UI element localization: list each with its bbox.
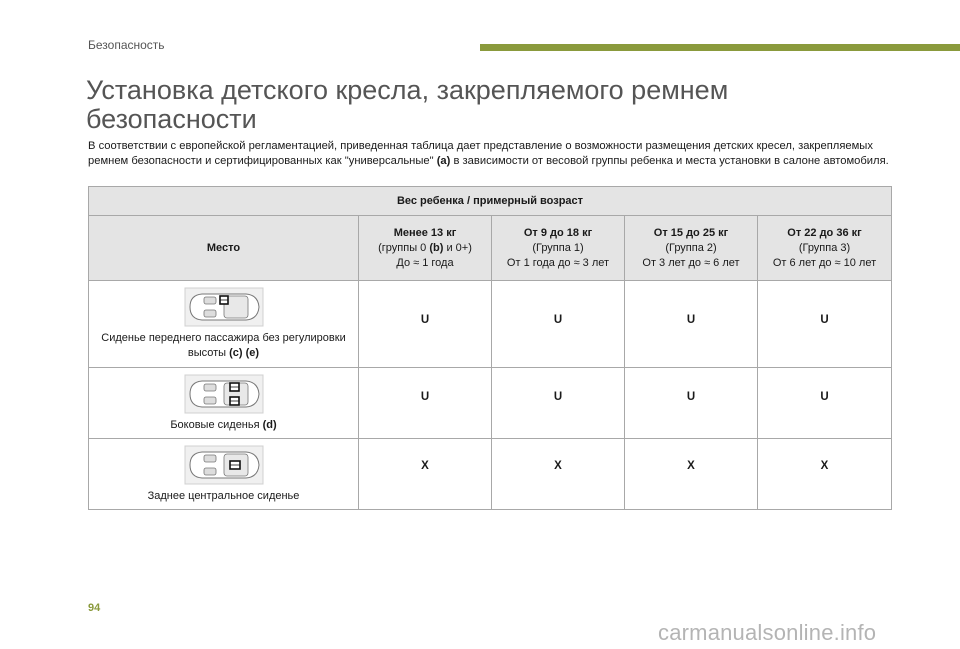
table-cell: U bbox=[492, 281, 625, 368]
group-label: (Группа 3) bbox=[798, 241, 851, 254]
group-age: От 6 лет до ≈ 10 лет bbox=[772, 256, 877, 269]
group-weight: От 22 до 36 кг bbox=[787, 226, 862, 239]
seat-cell bbox=[89, 439, 359, 510]
group-header bbox=[758, 216, 892, 281]
car-rear-center-seat-icon bbox=[184, 445, 264, 485]
table-cell: U bbox=[758, 368, 892, 439]
watermark: carmanualsonline.info bbox=[658, 620, 877, 645]
seat-label: Заднее центральное сиденье bbox=[147, 489, 300, 502]
table-header-row bbox=[89, 216, 892, 281]
seat-label: Сиденье переднего пассажира без регулировки высоты bbox=[101, 332, 346, 359]
child-seat-table bbox=[88, 186, 892, 510]
table-cell: X bbox=[758, 439, 892, 510]
header-accent-bar bbox=[480, 44, 960, 51]
page-number: 94 bbox=[88, 602, 101, 614]
table-row bbox=[89, 281, 892, 368]
table-cell: X bbox=[359, 439, 492, 510]
table-cell: X bbox=[492, 439, 625, 510]
car-front-passenger-seat-icon bbox=[184, 287, 264, 327]
group-weight: Менее 13 кг bbox=[393, 226, 457, 239]
group-weight: От 15 до 25 кг bbox=[653, 226, 729, 239]
intro-text-1: В соответствии с европейской регламентацией, приведенная таблица дает представление о возможности размещения детских кресел, закрепляемых ремнем безопасности и сертифицированных как "универсальные" bbox=[88, 140, 873, 167]
table-title-row bbox=[89, 187, 892, 216]
group-age: От 3 лет до ≈ 6 лет bbox=[642, 256, 740, 269]
group-weight: От 9 до 18 кг bbox=[523, 226, 593, 239]
group-header bbox=[359, 216, 492, 281]
car-rear-side-seats-icon bbox=[184, 374, 264, 414]
table-cell: U bbox=[625, 281, 758, 368]
seat-cell bbox=[89, 368, 359, 439]
group-age: До ≈ 1 года bbox=[396, 256, 454, 269]
table-cell: U bbox=[492, 368, 625, 439]
group-label: (Группа 1) bbox=[532, 241, 584, 254]
group-label: (группы 0 (b) и 0+) bbox=[378, 241, 472, 254]
group-header bbox=[492, 216, 625, 281]
intro-ref: (a) bbox=[436, 155, 451, 167]
table-cell: U bbox=[758, 281, 892, 368]
seat-cell bbox=[89, 281, 359, 368]
seat-refs: (c) (e) bbox=[229, 347, 260, 359]
seat-refs: (d) bbox=[262, 418, 277, 431]
seat-label: Боковые сиденья bbox=[170, 418, 263, 431]
group-age: От 1 года до ≈ 3 лет bbox=[506, 256, 610, 269]
table-cell: U bbox=[625, 368, 758, 439]
table-row bbox=[89, 368, 892, 439]
table-cell: X bbox=[625, 439, 758, 510]
table-cell: U bbox=[359, 281, 492, 368]
table-title: Вес ребенка / примерный возраст bbox=[89, 187, 892, 216]
group-label: (Группа 2) bbox=[665, 241, 717, 254]
intro-text-2: в зависимости от весовой группы ребенка и места установки в салоне автомобиля. bbox=[450, 155, 889, 167]
table-row bbox=[89, 439, 892, 510]
group-header bbox=[625, 216, 758, 281]
page-title: Установка детского кресла, закрепляемого ремнем безопасности bbox=[86, 75, 729, 134]
table-cell: U bbox=[359, 368, 492, 439]
section-header: Безопасность bbox=[88, 38, 165, 52]
place-header: Место bbox=[89, 216, 359, 281]
intro-paragraph bbox=[88, 139, 898, 169]
